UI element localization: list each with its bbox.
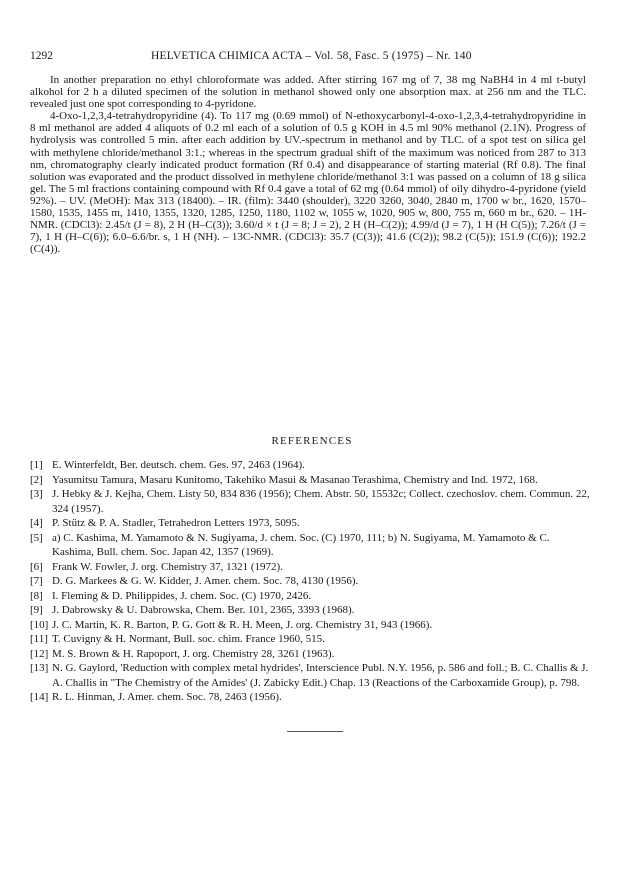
reference-text: R. L. Hinman, J. Amer. chem. Soc. 78, 2463 (1956). (52, 691, 282, 703)
reference-item (30, 661, 590, 690)
reference-item (30, 560, 590, 575)
reference-item (30, 458, 590, 473)
reference-number: [4] (30, 517, 43, 529)
reference-text: T. Cuvigny & H. Normant, Bull. soc. chim. France 1960, 515. (52, 633, 325, 645)
reference-text: J. Hebky & J. Kejha, Chem. Listy 50, 834 836 (1956); Chem. Abstr. 50, 15532c; Collect. czechoslov. chem. Commun. 22, 324 (1957). (52, 488, 590, 515)
reference-number: [13] (30, 662, 49, 674)
reference-number: [8] (30, 589, 43, 602)
reference-item (30, 690, 590, 705)
reference-number: [14] (30, 691, 49, 703)
end-of-article-rule (287, 731, 343, 732)
reference-item (30, 603, 590, 618)
reference-item (30, 473, 590, 488)
reference-text: Yasumitsu Tamura, Masaru Kunitomo, Takehiko Masui & Masanao Terashima, Chemistry and Ind. 1972, 168. (52, 473, 538, 486)
experimental-text (30, 74, 586, 255)
reference-text: E. Winterfeldt, Ber. deutsch. chem. Ges. 97, 2463 (1964). (52, 459, 305, 471)
reference-number: [2] (30, 473, 43, 486)
reference-item (30, 618, 590, 633)
reference-item (30, 647, 590, 662)
reference-number: [12] (30, 647, 49, 660)
reference-text: J. Dabrowsky & U. Dabrowska, Chem. Ber. 101, 2365, 3393 (1968). (52, 604, 355, 616)
reference-item (30, 632, 590, 647)
reference-number: [1] (30, 459, 43, 471)
reference-number: [3] (30, 488, 43, 500)
reference-number: [9] (30, 604, 43, 616)
journal-running-head: HELVETICA CHIMICA ACTA – Vol. 58, Fasc. 5 (1975) – Nr. 140 (151, 50, 472, 62)
reference-number: [11] (30, 633, 48, 645)
reference-item (30, 487, 590, 516)
reference-item (30, 531, 590, 560)
paragraph: 4-Oxo-1,2,3,4-tetrahydropyridine (4). To 117 mg (0.69 mmol) of N-ethoxycarbonyl-4-oxo-1,2,3,4-tetrahydropyridine in 8 ml methanol are added 4 aliquots of 0.2 ml each of a solution of 0.5 g KOH in 4.5 ml 90% methanol (2.1N). Progress of hydrolysis was controlled 5 min. after each addition by UV.-spectrum in methanol and by TLC. of a spot test on silica gel with methylene chloride/methanol 3:1.; whereas in the spectrum gradual shift of the maximum was noticed from 287 to 313 nm, chromatography clearly indicated product formation (Rf 0.4) and disappearance of starting material (Rf 0.8). The final solution was evaporated and the product dissolved in methylene chloride/methanol 3:1 was passed on a column of 18 g silica gel. The 5 ml fractions containing compound with Rf 0.4 gave a total of 62 mg (0.64 mmol) of oily dihydro-4-pyridone (yield 92%). – UV. (MeOH): Max 313 (18400). – IR. (film): 3440 (shoulder), 3220 3260, 3040, 2840 m, 1700 w br., 1620, 1570–1580, 1535, 1455 m, 1410, 1355, 1320, 1285, 1250, 1180, 1102 w, 1055 w, 1020, 905 w, 800, 755 m, 660 m br., 620. – 1H-NMR. (CDCl3): 2.45/t (J = 8), 2 H (H–C(3)); 3.60/d × t (J = 8; J = 2), 2 H (H–C(2)); 4.99/d (J = 7), 1 H (H C(5)); 7.26/t (J = 7), 1 H (H–C(6)); 6.0–6.6/br. s, 1 H (NH). – 13C-NMR. (CDCl3): 35.7 (C(3)); 41.6 (C(2)); 98.2 (C(5)); 151.9 (C(6)); 192.2 (C(4)). (30, 110, 586, 256)
paragraph: In another preparation no ethyl chloroformate was added. After stirring 167 mg of 7, 38 mg NaBH4 in 4 ml t-butyl alkohol for 2 h a diluted specimen of the solution in methanol showed only one absorption max. at 256 nm and the TLC. revealed just one spot corresponding to 4-pyridone. (30, 74, 586, 111)
reference-text: N. G. Gaylord, 'Reduction with complex metal hydrides', Interscience Publ. N.Y. 1956, p. 586 and foll.; B. C. Challis & J. A. Challis in "The Chemistry of the Amides' (J. Zabicky Edit.) Chap. 13 (Reactions of the Carboxamide Group), p. 798. (52, 662, 589, 689)
reference-list (30, 458, 590, 705)
reference-text: I. Fleming & D. Philippides, J. chem. Soc. (C) 1970, 2426. (52, 589, 312, 602)
reference-item (30, 589, 590, 604)
reference-text: Frank W. Fowler, J. org. Chemistry 37, 1321 (1972). (52, 560, 283, 573)
page-number: 1292 (30, 50, 53, 62)
reference-text: D. G. Markees & G. W. Kidder, J. Amer. chem. Soc. 78, 4130 (1956). (52, 575, 359, 587)
reference-number: [5] (30, 531, 43, 544)
reference-number: [6] (30, 560, 43, 573)
reference-text: J. C. Martin, K. R. Barton, P. G. Gott & R. H. Meen, J. org. Chemistry 31, 943 (1966). (52, 618, 433, 631)
reference-number: [7] (30, 575, 43, 587)
page-header (30, 50, 584, 66)
reference-text: a) C. Kashima, M. Yamamoto & N. Sugiyama, J. chem. Soc. (C) 1970, 111; b) N. Sugiyama, M. Yamamoto & C. Kashima, Bull. chem. Soc. Japan 42, 1357 (1969). (52, 531, 550, 558)
reference-text: M. S. Brown & H. Rapoport, J. org. Chemistry 28, 3261 (1963). (52, 647, 335, 660)
reference-text: P. Stütz & P. A. Stadler, Tetrahedron Letters 1973, 5095. (52, 517, 300, 529)
reference-item (30, 516, 590, 531)
references-heading: REFERENCES (271, 435, 353, 447)
reference-number: [10] (30, 618, 49, 631)
reference-item (30, 574, 590, 589)
